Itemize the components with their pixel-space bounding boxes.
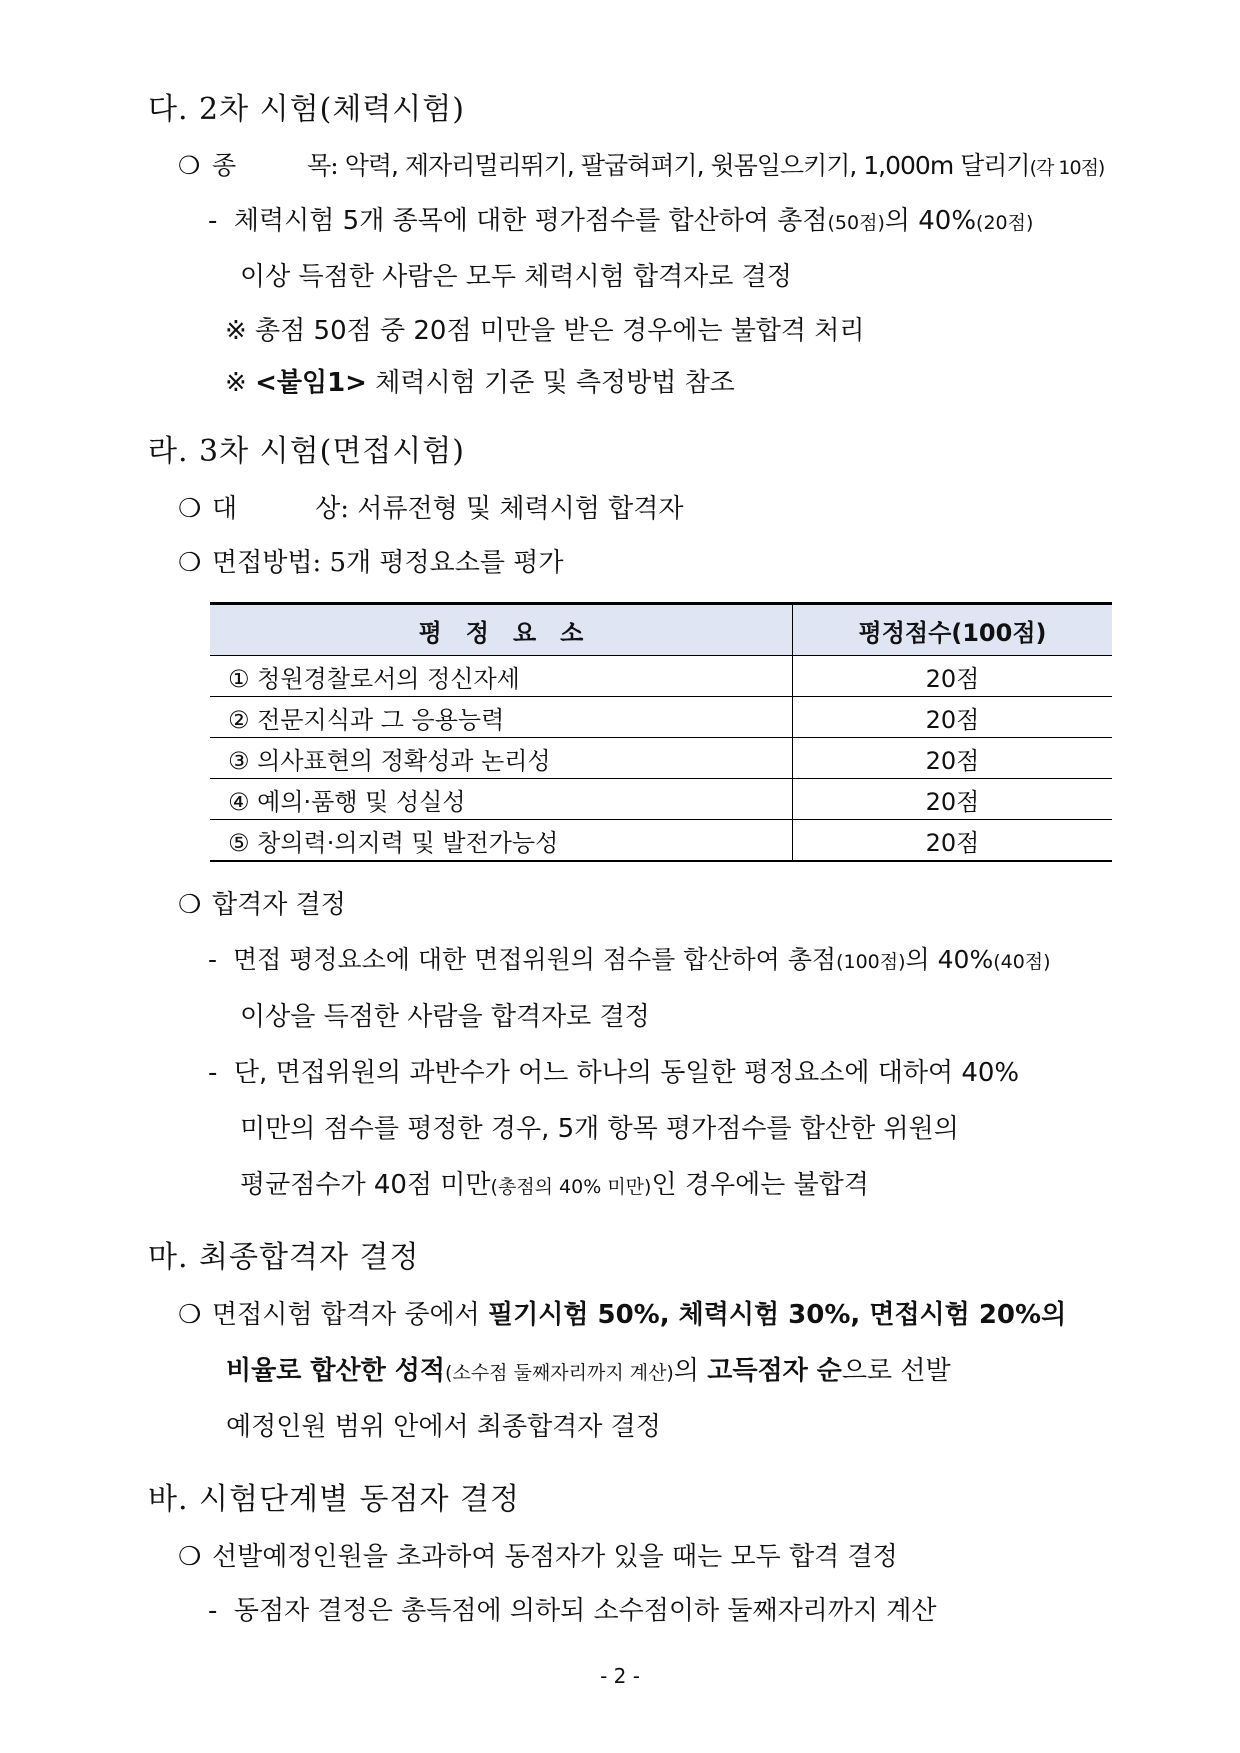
circle-bullet-icon: ❍ (178, 151, 200, 180)
final-line-1: ❍ 면접시험 합격자 중에서 필기시험 50%, 체력시험 30%, 면접시험 20%의 (178, 1300, 1067, 1330)
page-number: - 2 - (600, 1664, 640, 1688)
item-cell: ⑤ 창의력·의지력 및 발전가능성 (210, 820, 793, 862)
circle-bullet-icon: ❍ (178, 890, 202, 920)
header-score: 평정점수(100점) (793, 604, 1113, 656)
circle-bullet-icon: ❍ (178, 1300, 202, 1330)
header-item: 평 정 요 소 (210, 604, 793, 656)
circle-bullet-icon: ❍ (178, 1542, 202, 1572)
table-row (210, 738, 1112, 779)
evaluation-table (210, 602, 1112, 862)
score-cell: 20점 (793, 697, 1113, 738)
attachment-ref: <붙임1> (255, 368, 367, 398)
section-heading-da: 다. 2차 시험(체력시험) (148, 92, 465, 127)
pass-rule-2-line3: 평균점수가 40점 미만(총점의 40% 미만)인 경우에는 불합격 (240, 1170, 869, 1200)
section-heading-ra: 라. 3차 시험(면접시험) (148, 434, 465, 469)
pass-rule-1-continuation: 이상을 득점한 사람을 합격자로 결정 (240, 1002, 650, 1032)
pass-rule-1: - 면접 평정요소에 대한 면접위원의 점수를 합산하여 총점(100점)의 40%(40점) (208, 945, 1051, 974)
item-cell: ④ 예의·품행 및 성실성 (210, 779, 793, 820)
dash-bullet-icon: - (208, 1058, 218, 1088)
table-row (210, 779, 1112, 820)
tie-line-1: ❍ 선발예정인원을 초과하여 동점자가 있을 때는 모두 합격 결정 (178, 1542, 898, 1572)
score-cell: 20점 (793, 738, 1113, 779)
dash-bullet-icon: - (208, 206, 218, 236)
section-heading-ba: 바. 시험단계별 동점자 결정 (148, 1482, 520, 1517)
score-cell: 20점 (793, 820, 1113, 862)
item-cell: ① 청원경찰로서의 정신자세 (210, 656, 793, 697)
final-line-3: 예정인원 범위 안에서 최종합격자 결정 (226, 1412, 661, 1442)
criteria-line: - 체력시험 5개 종목에 대한 평가점수를 합산하여 총점(50점)의 40%(20점) (208, 206, 1034, 236)
final-line-2: 비율로 합산한 성적(소수점 둘째자리까지 계산)의 고득점자 순으로 선발 (226, 1356, 951, 1386)
table-row (210, 820, 1112, 862)
table-row (210, 656, 1112, 697)
table-header-row (210, 604, 1112, 656)
pass-decision-title: ❍ 합격자 결정 (178, 890, 346, 920)
section-heading-ma: 마. 최종합격자 결정 (148, 1240, 420, 1275)
events-line: ❍ 종 목: 악력, 제자리멀리뛰기, 팔굽혀펴기, 윗몸일으키기, 1,000m 달리기(각 10점) (178, 151, 1105, 180)
score-cell: 20점 (793, 779, 1113, 820)
table-row (210, 697, 1112, 738)
item-cell: ③ 의사표현의 정확성과 논리성 (210, 738, 793, 779)
item-cell: ② 전문지식과 그 응용능력 (210, 697, 793, 738)
method-line: ❍ 면접방법: 5개 평정요소를 평가 (178, 548, 564, 578)
note-fail: ※ 총점 50점 중 20점 미만을 받은 경우에는 불합격 처리 (225, 316, 865, 346)
pass-rule-2: - 단, 면접위원의 과반수가 어느 하나의 동일한 평정요소에 대하여 40% (208, 1058, 1020, 1088)
circle-bullet-icon: ❍ (178, 494, 202, 524)
dash-bullet-icon: - (208, 945, 218, 974)
criteria-continuation: 이상 득점한 사람은 모두 체력시험 합격자로 결정 (240, 262, 792, 292)
tie-line-2: - 동점자 결정은 총득점에 의하되 소수점이하 둘째자리까지 계산 (208, 1596, 937, 1626)
circle-bullet-icon: ❍ (178, 548, 202, 578)
note-attachment: ※ <붙임1> 체력시험 기준 및 측정방법 참조 (225, 368, 735, 398)
score-cell: 20점 (793, 656, 1113, 697)
target-line: ❍ 대 상: 서류전형 및 체력시험 합격자 (178, 494, 684, 524)
dash-bullet-icon: - (208, 1596, 218, 1626)
pass-rule-2-line2: 미만의 점수를 평정한 경우, 5개 항목 평가점수를 합산한 위원의 (240, 1114, 959, 1144)
